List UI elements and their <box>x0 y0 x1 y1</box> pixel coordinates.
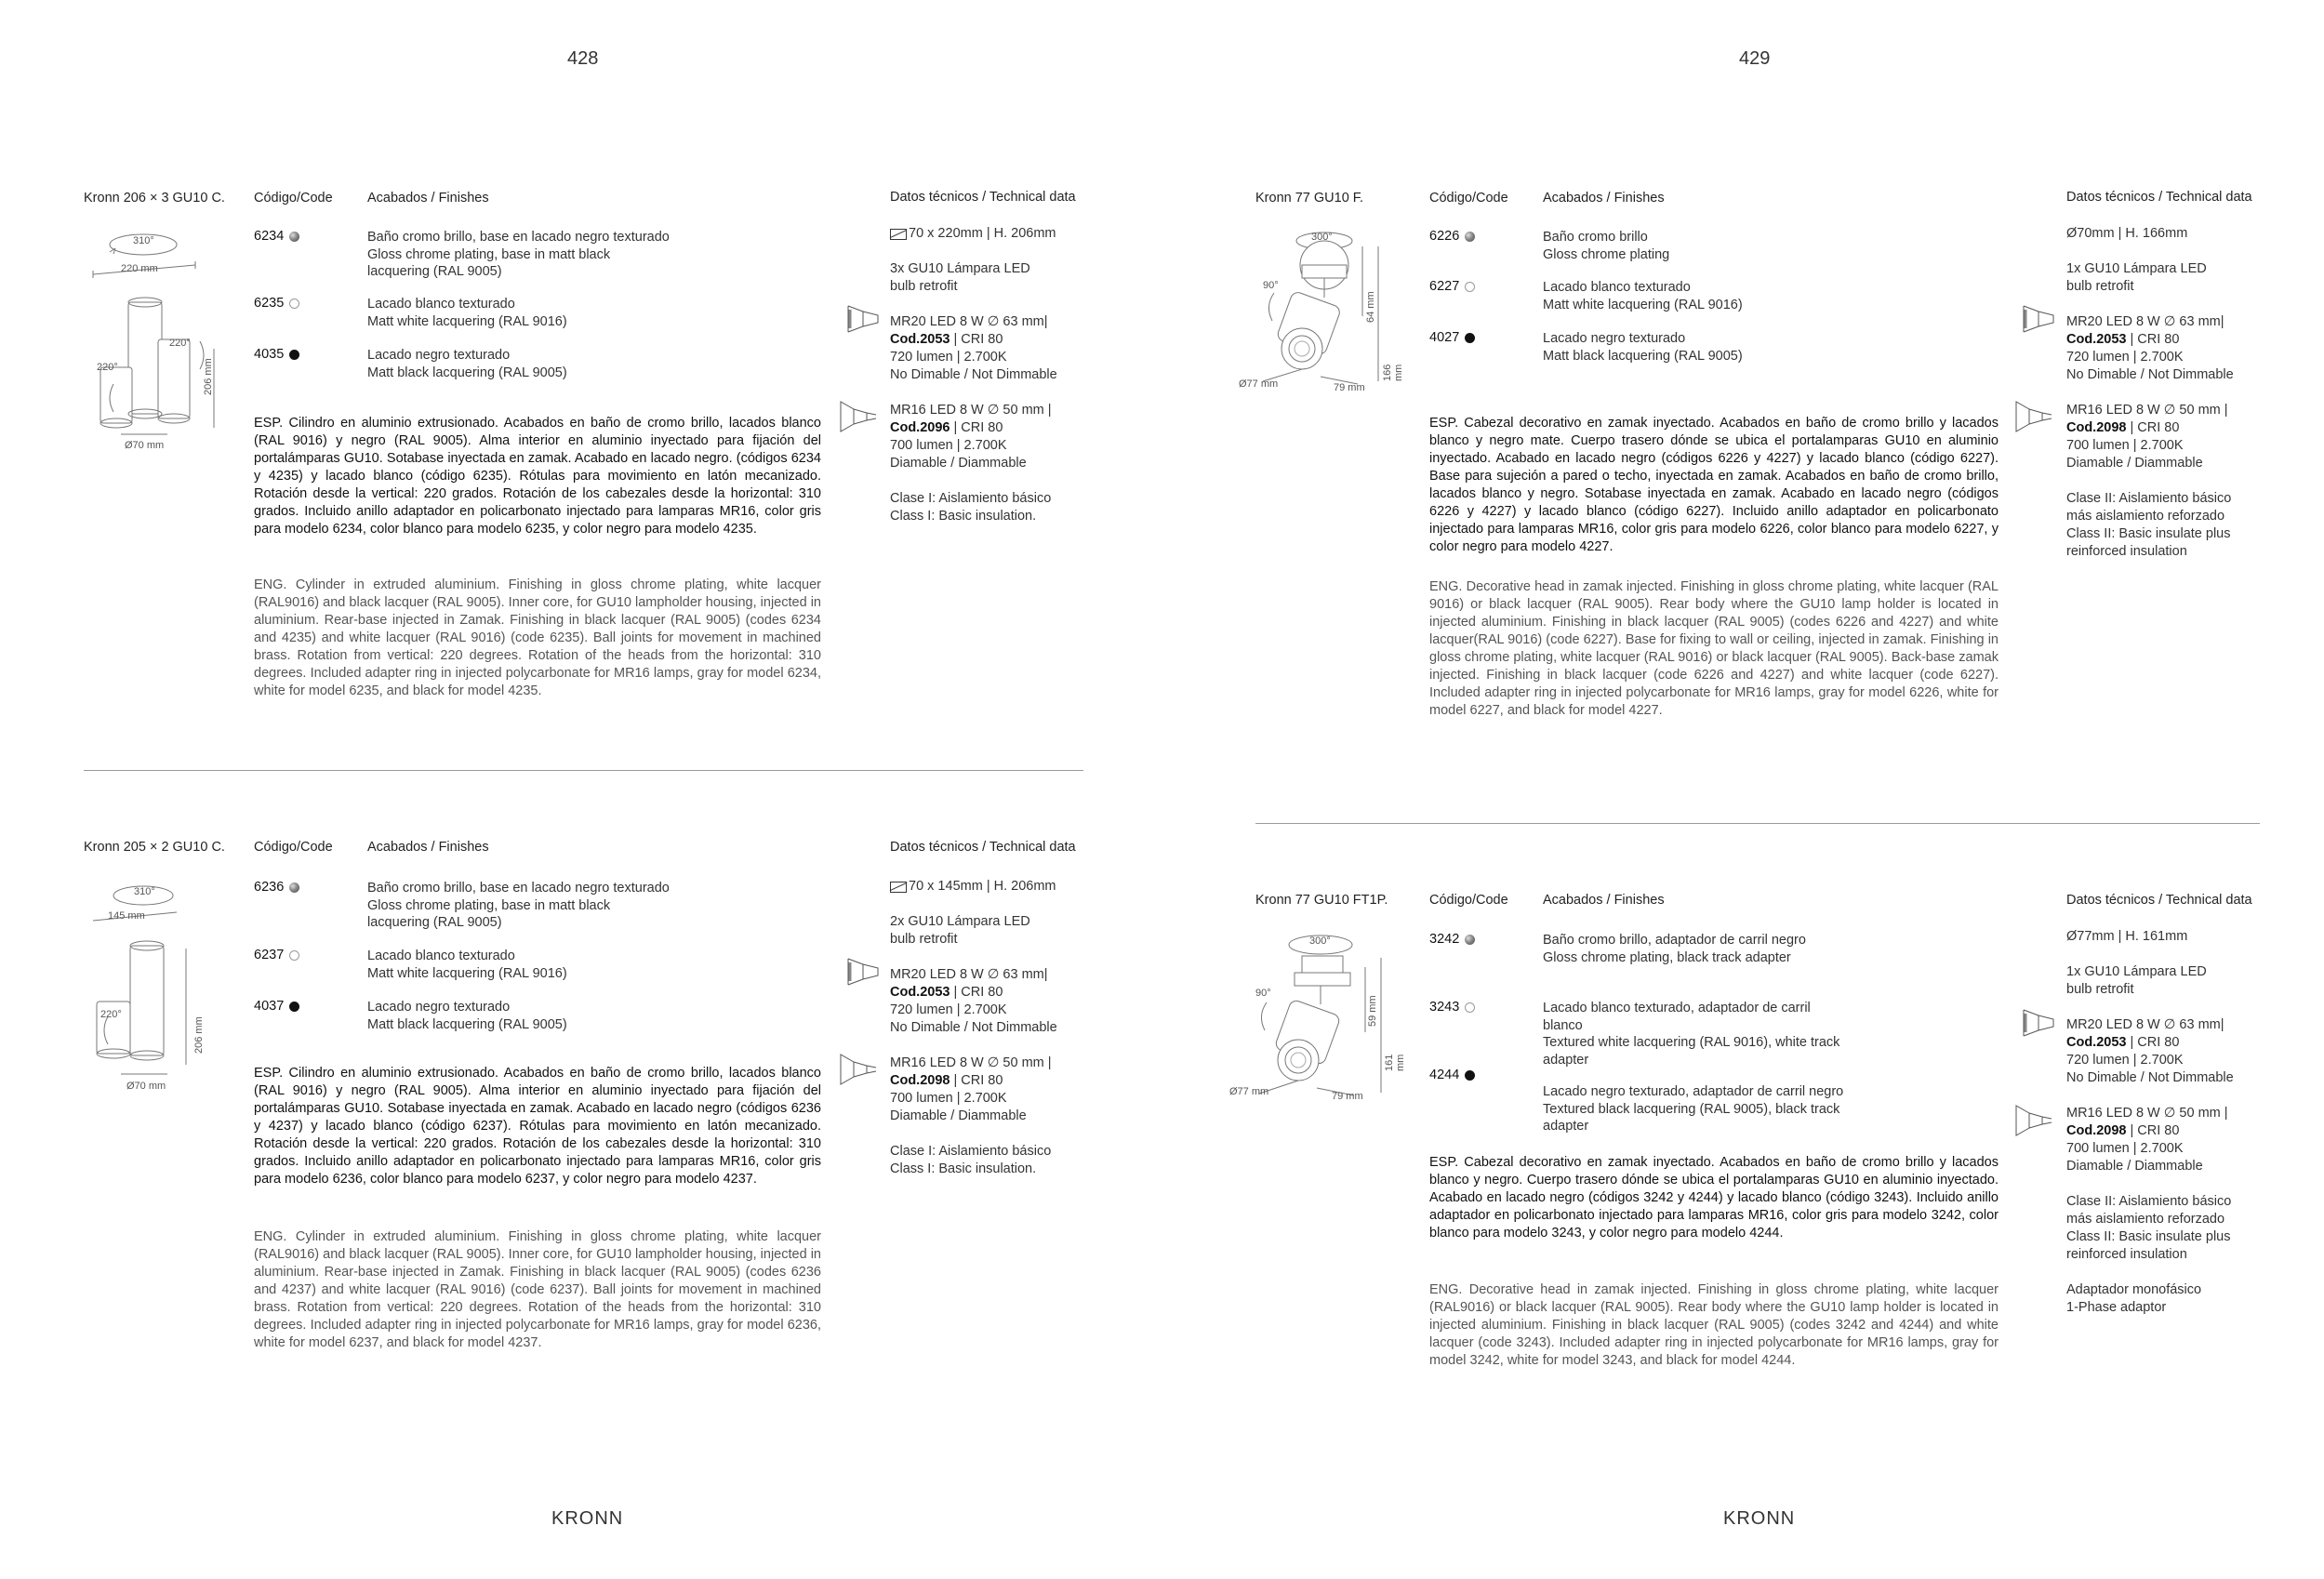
mr20-details: 720 lumen | 2.700K No Dimable / Not Dimmable <box>2066 1053 2234 1085</box>
mr20-code: Cod.2053 <box>890 332 950 347</box>
mr16-cri: | CRI 80 <box>2126 420 2180 435</box>
mr20-spec <box>890 313 1090 384</box>
tech-data <box>890 225 1090 525</box>
mr16-cri: | CRI 80 <box>950 420 1003 435</box>
diameter-label: Ø77 mm <box>1239 378 1279 390</box>
mr20-line: MR20 LED 8 W ∅ 63 mm| <box>2066 314 2224 329</box>
dimension-icon <box>890 229 907 240</box>
code-value: 6237 <box>254 948 285 962</box>
mr20-line: MR20 LED 8 W ∅ 63 mm| <box>890 314 1048 329</box>
variant-finish: Baño cromo brillo, adaptador de carril negro Gloss chrome plating, black track adapter <box>1543 933 1806 965</box>
mr16-spec <box>890 402 1090 472</box>
variant-finish: Baño cromo brillo, base en lacado negro texturado Gloss chrome plating, base in matt black lacquering (RAL 9005) <box>367 881 670 930</box>
variant-code <box>1429 330 1475 345</box>
mr20-code-line <box>2066 331 2266 349</box>
black-swatch-icon <box>1465 1070 1475 1081</box>
description-esp: ESP. Cabezal decorativo en zamak inyectado. Acabados en baño de cromo brillo y lacados blanco y negro mate. Cuerpo trasero dónde se ubica el portalamparas GU10 en aluminio inyectado. Acabado en lacado negro (códigos 6226 y 4227) y lacado blanco (código 6227). Base para sujeción a pared o techo, inyectada en zamak. Acabados en baño de cromo brillo, lacados blanco y negro. Sotabase inyectada en zamak. Acabado en lacado negro (códigos 6226 y 4227) y lacado blanco (código 6227). Incluido anillo adaptador en policarbonato injectado para lamparas MR16, color gris para modelo 6226, color blanco para modelo 6227, y color negro para modelo 4227. <box>1429 416 1999 554</box>
chrome-swatch-icon <box>1465 935 1475 945</box>
mr16-details: 700 lumen | 2.700K Diamable / Diammable <box>2066 438 2203 471</box>
variant-finish: Lacado negro texturado, adaptador de carril negro Textured black lacquering (RAL 9005), black track adapter <box>1543 1084 1844 1134</box>
mr16-line: MR16 LED 8 W ∅ 50 mm | <box>890 1055 1052 1070</box>
mr16-spec <box>2066 402 2266 472</box>
rotation-h-label: 310° <box>134 886 155 897</box>
rotation-v-label-2: 220° <box>169 338 191 349</box>
mr20-code-line <box>890 984 1090 1002</box>
mr20-details: 720 lumen | 2.700K No Dimable / Not Dimmable <box>890 1002 1057 1035</box>
rotation-h-label: 300° <box>1311 232 1333 243</box>
brand-footer-left: KRONN <box>551 1508 624 1529</box>
black-swatch-icon <box>289 1002 299 1012</box>
code-value: 4037 <box>254 999 285 1014</box>
insulation-class: Clase I: Aislamiento básico Class I: Basic insulation. <box>890 1144 1052 1176</box>
product-name: Kronn 77 GU10 FT1P. <box>1255 893 1388 908</box>
mr20-details: 720 lumen | 2.700K No Dimable / Not Dimmable <box>2066 350 2234 382</box>
finishes-header: Acabados / Finishes <box>367 840 489 855</box>
mr20-spec <box>2066 313 2266 384</box>
dimensions <box>890 878 1090 896</box>
depth-label: 79 mm <box>1332 1091 1363 1102</box>
mr16-details: 700 lumen | 2.700K Diamable / Diammable <box>2066 1141 2203 1174</box>
white-swatch-icon <box>1465 282 1475 292</box>
variant-code <box>254 229 299 244</box>
variant-finish: Lacado blanco texturado Matt white lacquering (RAL 9016) <box>1543 280 1743 312</box>
height-2-label: 161 mm <box>1384 1054 1406 1071</box>
product-drawing <box>1228 930 1414 1107</box>
variant-finish: Baño cromo brillo Gloss chrome plating <box>1543 230 1670 262</box>
code-value: 3242 <box>1429 932 1460 947</box>
description-esp: ESP. Cilindro en aluminio extrusionado. Acabados en baño de cromo brillo, lacados blanco (RAL 9016) y negro (RAL 9005). Alma interior en aluminio inyectado para fijación del portalámparas GU10. Sotabase inyectada en zamak. Acabado en lacado negro. (códigos 6234 y 4235) y lacado blanco (código 6235). Rótulas para movimiento en latón mecanizado. Rotación desde la vertical: 220 grados. Rotación de los cabezales desde la horizontal: 310 grados. Incluido anillo adaptador en policarbonato injectado para lamparas MR16, color gris para modelo 6234, color blanco para modelo 6235, y color negro para modelo 4235. <box>254 416 821 537</box>
rotation-v-label: 220° <box>97 362 118 373</box>
insulation-class: Clase II: Aislamiento básico más aislamiento reforzado Class II: Basic insulate plus reinforced insulation <box>2066 1194 2232 1262</box>
lamp-type: 3x GU10 Lámpara LED bulb retrofit <box>890 261 1030 294</box>
mr16-code: Cod.2098 <box>2066 420 2127 435</box>
code-value: 3243 <box>1429 1000 1460 1015</box>
variant-finish: Lacado blanco texturado, adaptador de carril blanco Textured white lacquering (RAL 9016), white track adapter <box>1543 1001 1840 1068</box>
mr20-line: MR20 LED 8 W ∅ 63 mm| <box>2066 1017 2224 1032</box>
finishes-header: Acabados / Finishes <box>1543 893 1665 908</box>
section-divider-right <box>1255 823 2260 824</box>
description-eng: ENG. Decorative head in zamak injected. Finishing in gloss chrome plating, white lacquer (RAL 9016) or black lacquer (RAL 9005). Rear body where the GU10 lamp holder is located in injected aluminium. Finishing in black lacquer (RAL 9005) (codes 6226 and 4227) and white lacquer(RAL 9016) (code 6227). Base for fixing to wall or ceiling, injected in zamak. Finishing in gloss chrome plating, white lacquer (RAL 9016) or black lacquer (RAL 9005). Back-base zamak injected. Finishing in black lacquer (code 6226 and 4227) and white lacquer (code 6227). Included adapter ring in injected polycarbonate for MR16 lamps, gray for model 6226, white for model 6227, and black for model 4227. <box>1429 579 1999 718</box>
product-drawing <box>84 879 251 1102</box>
variant-code <box>254 347 299 362</box>
lamp-type: 1x GU10 Lámpara LED bulb retrofit <box>2066 964 2207 997</box>
mr20-cri: | CRI 80 <box>950 332 1003 347</box>
mr16-details: 700 lumen | 2.700K Diamable / Diammable <box>890 1091 1027 1123</box>
dimensions <box>890 225 1090 243</box>
mr16-spec <box>890 1055 1090 1125</box>
height-2-label: 166 mm <box>1382 364 1404 381</box>
adaptor-note: Adaptador monofásico 1-Phase adaptor <box>2066 1282 2202 1315</box>
code-value: 6236 <box>254 880 285 895</box>
width-label: 145 mm <box>108 910 145 922</box>
mr20-code: Cod.2053 <box>2066 332 2127 347</box>
height-1-label: 59 mm <box>1367 995 1378 1027</box>
chrome-swatch-icon <box>289 232 299 242</box>
variant-code <box>1429 1068 1475 1082</box>
mr20-code: Cod.2053 <box>2066 1035 2127 1050</box>
code-value: 6234 <box>254 229 285 244</box>
code-header: Código/Code <box>1429 893 1508 908</box>
chrome-swatch-icon <box>289 882 299 893</box>
mr20-lamp-icon <box>846 955 883 989</box>
mr16-code-line <box>2066 1122 2266 1140</box>
mr16-code: Cod.2098 <box>2066 1123 2127 1138</box>
code-value: 6227 <box>1429 279 1460 294</box>
section-divider-left <box>84 770 1083 771</box>
mr16-cri: | CRI 80 <box>2126 1123 2180 1138</box>
variant-finish: Lacado blanco texturado Matt white lacquering (RAL 9016) <box>367 297 567 329</box>
white-swatch-icon <box>289 950 299 961</box>
tech-data <box>890 878 1090 1178</box>
variant-code <box>254 880 299 895</box>
mr20-lamp-icon <box>2022 302 2059 336</box>
dimensions-value: 70 x 220mm | H. 206mm <box>909 226 1056 241</box>
rotation-h-label: 300° <box>1309 935 1331 947</box>
mr20-spec <box>2066 1016 2266 1087</box>
code-value: 4244 <box>1429 1068 1460 1082</box>
mr16-lamp-icon <box>2014 1102 2055 1139</box>
mr16-code: Cod.2096 <box>890 420 950 435</box>
insulation-class: Clase I: Aislamiento básico Class I: Basic insulation. <box>890 491 1052 524</box>
rotation-v-label: 90° <box>1263 280 1279 291</box>
mr16-details: 700 lumen | 2.700K Diamable / Diammable <box>890 438 1027 471</box>
mr20-details: 720 lumen | 2.700K No Dimable / Not Dimmable <box>890 350 1057 382</box>
mr16-lamp-icon <box>839 1051 880 1088</box>
mr16-lamp-icon <box>2014 398 2055 435</box>
chrome-swatch-icon <box>1465 232 1475 242</box>
tech-header: Datos técnicos / Technical data <box>2066 190 2252 205</box>
black-swatch-icon <box>289 350 299 360</box>
tech-header: Datos técnicos / Technical data <box>890 840 1076 855</box>
page-number-right: 429 <box>1739 48 1771 69</box>
depth-label: 79 mm <box>1334 382 1365 393</box>
rotation-h-label: 310° <box>133 235 154 246</box>
variant-finish: Baño cromo brillo, base en lacado negro texturado Gloss chrome plating, base in matt black lacquering (RAL 9005) <box>367 230 670 279</box>
height-label: 206 mm <box>193 1016 205 1054</box>
mr16-code-line <box>890 1072 1090 1090</box>
product-drawing <box>1237 228 1414 395</box>
variant-code <box>254 999 299 1014</box>
variant-code <box>1429 1000 1475 1015</box>
code-value: 4027 <box>1429 330 1460 345</box>
mr20-cri: | CRI 80 <box>2126 332 2180 347</box>
description-eng: ENG. Decorative head in zamak injected. Finishing in gloss chrome plating, white lacquer (RAL9016) or black lacquer (RAL 9005). Rear body where the GU10 lamp holder is located in injected aluminium. Finishing in black lacquer (RAL 9005) (codes 3242 and 4244) and white lacquer (code 3243). Included adapter ring in injected polycarbonate for MR16 lamps, gray for model 3242, white for model 3243, and black for model 4244. <box>1429 1282 1999 1368</box>
dimensions-value: Ø77mm | H. 161mm <box>2066 929 2188 944</box>
insulation-class: Clase II: Aislamiento básico más aislamiento reforzado Class II: Basic insulate plus reinforced insulation <box>2066 491 2232 559</box>
height-label: 206 mm <box>203 358 214 395</box>
product-name: Kronn 77 GU10 F. <box>1255 191 1364 206</box>
code-header: Código/Code <box>254 840 333 855</box>
code-value: 6235 <box>254 296 285 311</box>
page-number-left: 428 <box>567 48 599 69</box>
code-value: 6226 <box>1429 229 1460 244</box>
mr16-code: Cod.2098 <box>890 1073 950 1088</box>
mr16-cri: | CRI 80 <box>950 1073 1003 1088</box>
tech-data <box>2066 225 2266 561</box>
mr16-line: MR16 LED 8 W ∅ 50 mm | <box>2066 1106 2228 1121</box>
height-1-label: 64 mm <box>1365 291 1376 323</box>
white-swatch-icon <box>289 299 299 309</box>
code-value: 4035 <box>254 347 285 362</box>
variant-code <box>254 948 299 962</box>
diameter-label: Ø70 mm <box>125 440 165 451</box>
mr20-line: MR20 LED 8 W ∅ 63 mm| <box>890 967 1048 982</box>
mr20-code-line <box>890 331 1090 349</box>
product-name: Kronn 205 × 2 GU10 C. <box>84 840 225 855</box>
width-label: 220 mm <box>121 263 158 274</box>
mr20-cri: | CRI 80 <box>2126 1035 2180 1050</box>
mr20-code: Cod.2053 <box>890 985 950 1000</box>
rotation-v-label: 220° <box>100 1009 122 1020</box>
finishes-header: Acabados / Finishes <box>1543 191 1665 206</box>
rotation-v-label: 90° <box>1255 988 1271 999</box>
dimension-icon <box>890 882 907 893</box>
mr20-lamp-icon <box>2022 1006 2059 1040</box>
dimensions-value: Ø70mm | H. 166mm <box>2066 226 2188 241</box>
variant-finish: Lacado negro texturado Matt black lacquering (RAL 9005) <box>367 1000 567 1032</box>
mr20-spec <box>890 966 1090 1037</box>
brand-footer-right: KRONN <box>1723 1508 1796 1529</box>
mr20-code-line <box>2066 1034 2266 1052</box>
code-header: Código/Code <box>254 191 333 206</box>
mr20-cri: | CRI 80 <box>950 985 1003 1000</box>
variant-code <box>1429 932 1475 947</box>
mr16-line: MR16 LED 8 W ∅ 50 mm | <box>890 403 1052 418</box>
description-eng: ENG. Cylinder in extruded aluminium. Finishing in gloss chrome plating, white lacquer (RAL9016) and black lacquer (RAL 9005). Inner core, for GU10 lampholder housing, injected in aluminium. Rear-base injected in Zamak. Finishing in black lacquer (RAL 9005) (codes 6236 and 4237) and white lacquer (RAL 9016) (code 6237). Ball joints for movement in machined brass. Rotation from vertical: 220 degrees. Rotation of the heads from the horizontal: 310 degrees. Included adapter ring in injected polycarbonate for MR16 lamps, gray for model 6236, white for model 6237, and black for model 4237. <box>254 1229 821 1350</box>
product-drawing <box>84 228 251 456</box>
mr16-lamp-icon <box>839 398 880 435</box>
lamp-type: 1x GU10 Lámpara LED bulb retrofit <box>2066 261 2207 294</box>
variant-code <box>1429 229 1475 244</box>
mr16-code-line <box>890 419 1090 437</box>
mr16-spec <box>2066 1105 2266 1175</box>
lamp-type: 2x GU10 Lámpara LED bulb retrofit <box>890 914 1030 947</box>
description-esp: ESP. Cilindro en aluminio extrusionado. Acabados en baño de cromo brillo, lacados blanco (RAL 9016) y negro (RAL 9005). Alma interior en aluminio inyectado para fijación del portalámparas GU10. Sotabase inyectada en zamak. Acabado en lacado negro (códigos 6236 y 4237) y lacado blanco (código 6237). Rótulas para movimiento en latón mecanizado. Rotación desde la vertical: 220 grados. Rotación de los cabezales desde la horizontal: 310 grados. Incluido anillo adaptador en policarbonato injectado para lamparas MR16, color gris para modelo 6236, color blanco para modelo 6237, y color negro para modelo 4237. <box>254 1066 821 1187</box>
variant-finish: Lacado blanco texturado Matt white lacquering (RAL 9016) <box>367 949 567 981</box>
mr16-code-line <box>2066 419 2266 437</box>
code-header: Código/Code <box>1429 191 1508 206</box>
tech-header: Datos técnicos / Technical data <box>2066 893 2252 908</box>
tech-data <box>2066 928 2266 1317</box>
mr20-lamp-icon <box>846 302 883 336</box>
variant-finish: Lacado negro texturado Matt black lacquering (RAL 9005) <box>1543 331 1743 364</box>
tech-header: Datos técnicos / Technical data <box>890 190 1076 205</box>
description-eng: ENG. Cylinder in extruded aluminium. Finishing in gloss chrome plating, white lacquer (RAL9016) and black lacquer (RAL 9005). Inner core, for GU10 lampholder housing, injected in aluminium. Rear-base injected in Zamak. Finishing in black lacquer (RAL 9005) (codes 6234 and 4235) and white lacquer (RAL 9016) (code 6235). Ball joints for movement in machined brass. Rotation from vertical: 220 degrees. Rotation of the heads from the horizontal: 310 degrees. Included adapter ring in injected polycarbonate for MR16 lamps, gray for model 6234, white for model 6235, and black for model 4235. <box>254 577 821 698</box>
dimensions-value: 70 x 145mm | H. 206mm <box>909 879 1056 894</box>
black-swatch-icon <box>1465 333 1475 343</box>
white-swatch-icon <box>1465 1002 1475 1013</box>
mr16-line: MR16 LED 8 W ∅ 50 mm | <box>2066 403 2228 418</box>
finishes-header: Acabados / Finishes <box>367 191 489 206</box>
variant-code <box>1429 279 1475 294</box>
variant-finish: Lacado negro texturado Matt black lacquering (RAL 9005) <box>367 348 567 380</box>
diameter-label: Ø70 mm <box>126 1081 166 1092</box>
variant-code <box>254 296 299 311</box>
description-esp: ESP. Cabezal decorativo en zamak inyectado. Acabados en baño de cromo brillo y lacados blanco y negro. Cuerpo trasero dónde se ubica el portalamparas GU10 en aluminio inyectado. Acabado en lacado negro (códigos 3242 y 4244) y lacado blanco (código 3243). Incluido anillo adaptador en policarbonato injectado para lamparas MR16, color gris para modelo 3242, color blanco para modelo 3243, y color negro para modelo 4244. <box>1429 1155 1999 1241</box>
product-name: Kronn 206 × 3 GU10 C. <box>84 191 225 206</box>
diameter-label: Ø77 mm <box>1229 1086 1269 1097</box>
